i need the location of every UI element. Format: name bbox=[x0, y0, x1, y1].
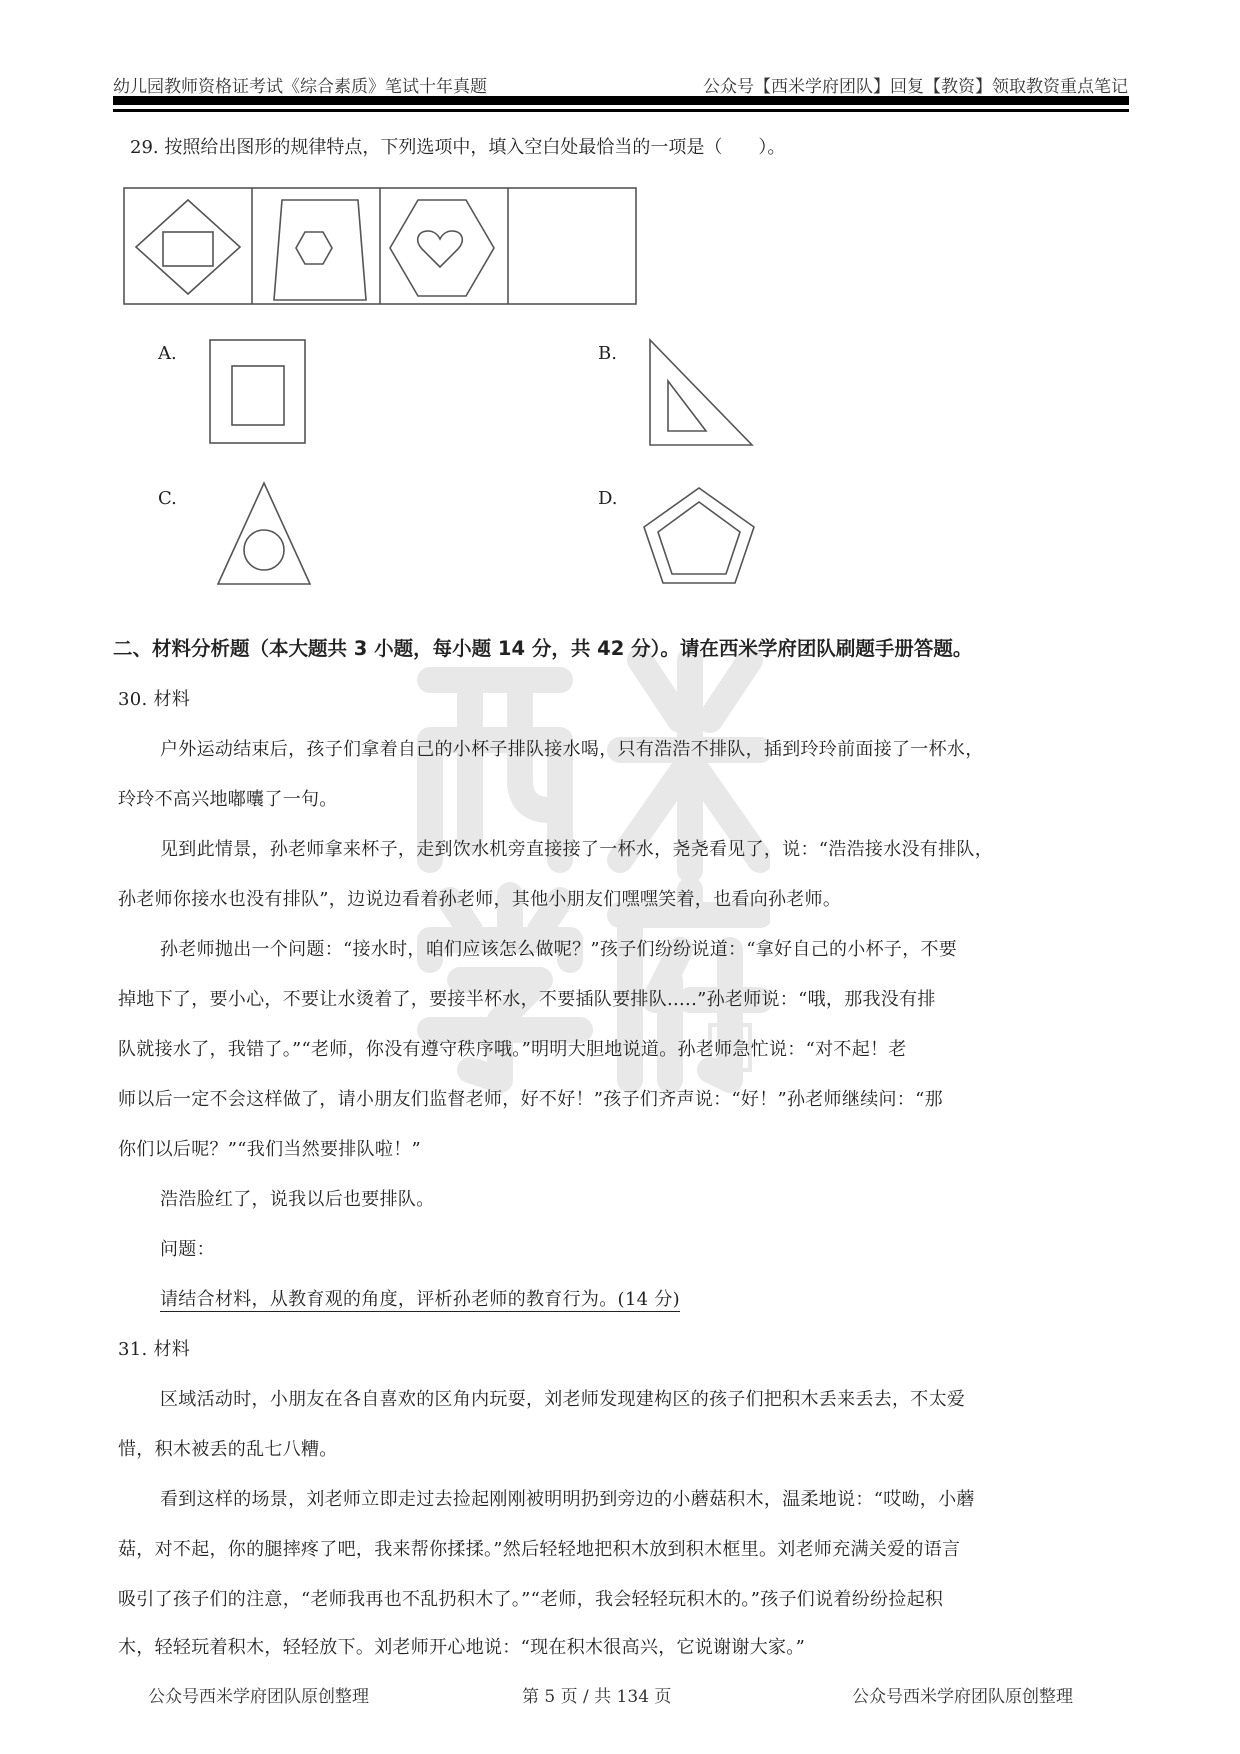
header-thick-rule bbox=[113, 96, 1129, 105]
q31-paragraph-line: 菇，对不起，你的腿摔疼了吧，我来帮你揉揉。”然后轻轻地把积木放到积木框里。刘老师充满关爱的语言 bbox=[118, 1539, 961, 1560]
watermark-logo bbox=[410, 640, 770, 1100]
q30-question-label: 问题： bbox=[160, 1239, 215, 1260]
q30-paragraph-line: 你们以后呢？”“我们当然要排队啦！” bbox=[118, 1139, 422, 1160]
header-left-title: 幼儿园教师资格证考试《综合素质》笔试十年真题 bbox=[113, 77, 487, 97]
question-29-stem: 29. 按照给出图形的规律特点，下列选项中，填入空白处最恰当的一项是（ ）。 bbox=[130, 137, 786, 158]
question-31-label: 31. 材料 bbox=[118, 1339, 191, 1360]
option-a-figure[interactable] bbox=[196, 335, 308, 447]
footer-right: 公众号西米学府团队原创整理 bbox=[852, 1687, 1073, 1707]
option-d-figure[interactable] bbox=[640, 480, 770, 590]
option-c-figure[interactable] bbox=[200, 480, 320, 590]
option-b-figure[interactable] bbox=[640, 335, 770, 455]
q29-sequence-figure bbox=[118, 185, 648, 310]
q30-paragraph-line: 孙老师你接水也没有排队”，边说边看着孙老师，其他小朋友们嘿嘿笑着，也看向孙老师。 bbox=[118, 889, 842, 910]
header-right-promo: 公众号【西米学府团队】回复【教资】领取教资重点笔记 bbox=[703, 77, 1128, 97]
q30-paragraph-line: 见到此情景，孙老师拿来杯子，走到饮水机旁直接接了一杯水，尧尧看见了，说：“浩浩接水没有排队， bbox=[160, 839, 993, 860]
q30-paragraph-line: 孙老师抛出一个问题：“接水时，咱们应该怎么做呢？”孩子们纷纷说道：“拿好自己的小杯子，不要 bbox=[160, 939, 958, 960]
section-2-title: 二、材料分析题（本大题共 3 小题，每小题 14 分，共 42 分）。请在西米学府团队刷题手册答题。 bbox=[113, 637, 973, 660]
q31-paragraph-line: 木，轻轻玩着积木，轻轻放下。刘老师开心地说：“现在积木很高兴，它说谢谢大家。” bbox=[118, 1637, 806, 1658]
q31-paragraph-line: 吸引了孩子们的注意，“老师我再也不乱扔积木了。”“老师，我会轻轻玩积木的。”孩子们说着纷纷捡起积 bbox=[118, 1589, 944, 1610]
q31-paragraph-line: 区域活动时，小朋友在各自喜欢的区角内玩耍，刘老师发现建构区的孩子们把积木丢来丢去，不太爱 bbox=[160, 1389, 966, 1410]
option-a-label: A. bbox=[158, 343, 177, 364]
q30-paragraph-line: 队就接水了，我错了。”“老师，你没有遵守秩序哦。”明明大胆地说道。孙老师急忙说：“对不起！老 bbox=[118, 1039, 907, 1060]
question-30-label: 30. 材料 bbox=[118, 689, 191, 710]
q30-paragraph-line: 玲玲不高兴地嘟囔了一句。 bbox=[118, 789, 338, 810]
header-thin-rule bbox=[113, 109, 1129, 112]
footer-left: 公众号西米学府团队原创整理 bbox=[148, 1687, 369, 1707]
option-d-label: D. bbox=[598, 488, 618, 509]
option-c-label: C. bbox=[158, 488, 177, 509]
q30-question-prompt: 请结合材料，从教育观的角度，评析孙老师的教育行为。(14 分) bbox=[160, 1289, 680, 1310]
q30-paragraph-line: 户外运动结束后，孩子们拿着自己的小杯子排队接水喝，只有浩浩不排队，插到玲玲前面接了一杯水， bbox=[160, 739, 984, 760]
q31-paragraph-line: 看到这样的场景，刘老师立即走过去捡起刚刚被明明扔到旁边的小蘑菇积木，温柔地说：“哎呦，小蘑 bbox=[160, 1489, 975, 1510]
footer-page-number: 第 5 页 / 共 134 页 bbox=[522, 1687, 672, 1707]
q30-paragraph-line: 浩浩脸红了，说我以后也要排队。 bbox=[160, 1189, 435, 1210]
q31-paragraph-line: 惜，积木被丢的乱七八糟。 bbox=[118, 1439, 338, 1460]
option-b-label: B. bbox=[598, 343, 617, 364]
q30-paragraph-line: 师以后一定不会这样做了，请小朋友们监督老师，好不好！”孩子们齐声说：“好！”孙老师继续问：“那 bbox=[118, 1089, 943, 1110]
q30-paragraph-line: 掉地下了，要小心，不要让水烫着了，要接半杯水，不要插队要排队.....”孙老师说：“哦，那我没有排 bbox=[118, 989, 936, 1010]
